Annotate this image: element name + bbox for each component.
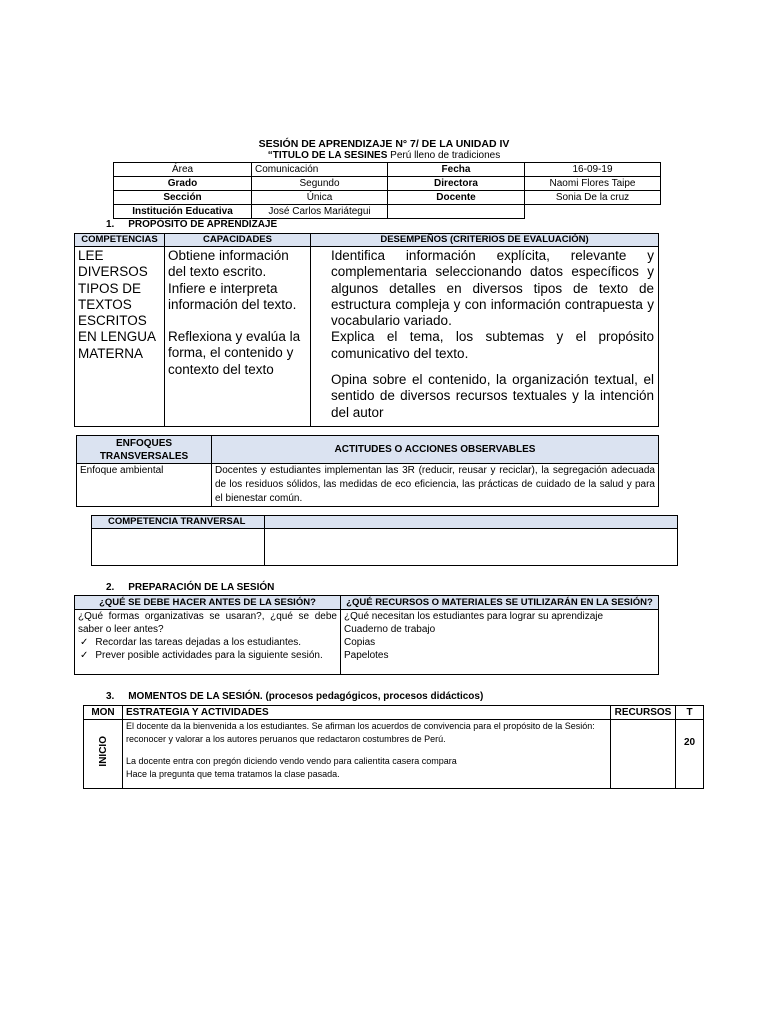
preparation-header-before: ¿QUÉ SE DEBE HACER ANTES DE LA SESIÓN?	[75, 596, 341, 610]
before-item-2-text: Prever posible actividades para la siguiente sesión.	[95, 650, 323, 661]
strategy-text-1: El docente da la bienvenida a los estudiantes. Se afirman los acuerdos de convivencia para el propósito de la Sesión: reconocer y valorar a los autores peruanos que redactaron costumbres de Perú.	[126, 721, 595, 744]
capacidades-cell	[165, 247, 311, 427]
col-mon: MON	[84, 706, 123, 720]
seccion-value: Única	[252, 191, 388, 205]
section-3-heading: 3. MOMENTOS DE LA SESIÓN. (procesos pedagógicos, procesos didácticos)	[106, 691, 484, 702]
resources-line-3: Copias	[344, 637, 376, 648]
header-competencias: COMPETENCIAS	[75, 234, 165, 247]
subtitle-value: Perú lleno de tradiciones	[390, 150, 501, 161]
actitudes-header: ACTITUDES O ACCIONES OBSERVABLES	[212, 436, 659, 464]
capacidad-2: Infiere e interpreta información del texto.	[168, 280, 297, 312]
strategy-cell	[123, 720, 611, 789]
seccion-label: Sección	[114, 191, 252, 205]
fecha-value: 16-09-19	[525, 163, 661, 177]
moment-cell	[84, 720, 123, 789]
resources-line-2: Cuaderno de trabajo	[344, 624, 436, 635]
section-2-heading: 2. PREPARACIÓN DE LA SESIÓN	[106, 582, 275, 593]
col-t: T	[676, 706, 704, 720]
session-subtitle	[110, 150, 658, 161]
before-item-1-text: Recordar las tareas dejadas a los estudiantes.	[95, 637, 302, 648]
before-item-1	[78, 636, 337, 649]
preparation-table	[74, 595, 659, 675]
desempenos-cell	[311, 247, 659, 427]
area-value: Comunicación	[252, 163, 388, 177]
info-blank-cell	[525, 205, 661, 219]
moment-label: INICIO	[97, 736, 109, 767]
header-desempenos: DESEMPEÑOS (CRITERIOS DE EVALUACIÓN)	[311, 234, 659, 247]
directora-value: Naomi Flores Taipe	[525, 177, 661, 191]
competencia-transversal-header-empty	[265, 516, 678, 529]
capacidad-1: Obtiene información del texto escrito.	[168, 248, 289, 280]
competencia-transversal-empty-left	[92, 529, 265, 566]
col-recursos: RECURSOS	[611, 706, 676, 720]
purpose-table	[74, 233, 659, 427]
competencia-transversal-label: COMPETENCIA TRANVERSAL	[92, 516, 265, 529]
preparation-header-resources: ¿QUÉ RECURSOS O MATERIALES SE UTILIZARÁN EN LA SESIÓN?	[341, 596, 659, 610]
resources-empty-cell	[611, 720, 676, 789]
session-title: SESIÓN DE APRENDIZAJE N° 7/ DE LA UNIDAD IV	[258, 138, 510, 150]
desempeno-2: Explica el tema, los subtemas y el propósito comunicativo del texto.	[331, 329, 654, 361]
strategy-text-3: Hace la pregunta que tema tratamos la clase pasada.	[126, 768, 340, 779]
checkmark-icon: ✓	[80, 650, 89, 661]
enfoque-label: Enfoque ambiental	[77, 464, 212, 507]
desempeno-3: Opina sobre el contenido, la organización textual, el sentido de diversos recursos textuales y la intención del autor	[331, 372, 654, 420]
col-estrategia: ESTRATEGIA Y ACTIVIDADES	[123, 706, 611, 720]
before-item-2	[78, 649, 337, 662]
strategy-text-2: La docente entra con pregón diciendo vendo vendo para calientita casera compara	[126, 756, 457, 766]
info-table	[113, 162, 661, 219]
enfoques-header: ENFOQUES TRANSVERSALES	[77, 436, 212, 464]
competencia-transversal-table	[91, 515, 678, 566]
institucion-label: Institución Educativa	[114, 205, 252, 219]
directora-label: Directora	[388, 177, 525, 191]
institucion-value: José Carlos Mariátegui	[252, 205, 388, 219]
capacidad-3: Reflexiona y evalúa la forma, el contenido y contexto del texto	[168, 329, 301, 377]
time-value: 20	[676, 720, 704, 789]
before-question: ¿Qué formas organizativas se usaran?, ¿qué se debe saber o leer antes?	[78, 611, 337, 635]
enfoque-text: Docentes y estudiantes implementan las 3R (reducir, reusar y reciclar), la segregación adecuada de los residuos sólidos, las medidas de eco eficiencia, las prácticas de cuidado de la salud y para el bienestar común.	[212, 464, 659, 507]
enfoques-table	[76, 435, 659, 507]
area-label: Área	[114, 163, 252, 177]
resources-line-4: Papelotes	[344, 650, 389, 661]
moments-table	[83, 705, 704, 789]
preparation-before-cell	[75, 610, 341, 675]
docente-value: Sonia De la cruz	[525, 191, 661, 205]
competencia-text: LEE DIVERSOS TIPOS DE TEXTOS ESCRITOS EN LENGUA MATERNA	[75, 247, 165, 427]
competencia-transversal-empty-right	[265, 529, 678, 566]
docente-label: Docente	[388, 191, 525, 205]
checkmark-icon: ✓	[80, 637, 89, 648]
section-1-heading: 1. PROPÓSITO DE APRENDIZAJE	[106, 219, 278, 230]
desempeno-1: Identifica información explícita, relevante y complementaria seleccionando datos específicos y algunos detalles en diversos tipos de texto de estructura compleja y con información contrapuesta y vocabulario variado.	[331, 248, 654, 329]
preparation-resources-cell	[341, 610, 659, 675]
subtitle-label: “TITULO DE LA SESINES	[267, 150, 388, 161]
grado-value: Segundo	[252, 177, 388, 191]
fecha-label: Fecha	[388, 163, 525, 177]
info-empty-cell	[388, 205, 525, 219]
resources-line-1: ¿Qué necesitan los estudiantes para lograr su aprendizaje	[344, 611, 604, 622]
header-capacidades: CAPACIDADES	[165, 234, 311, 247]
grado-label: Grado	[114, 177, 252, 191]
